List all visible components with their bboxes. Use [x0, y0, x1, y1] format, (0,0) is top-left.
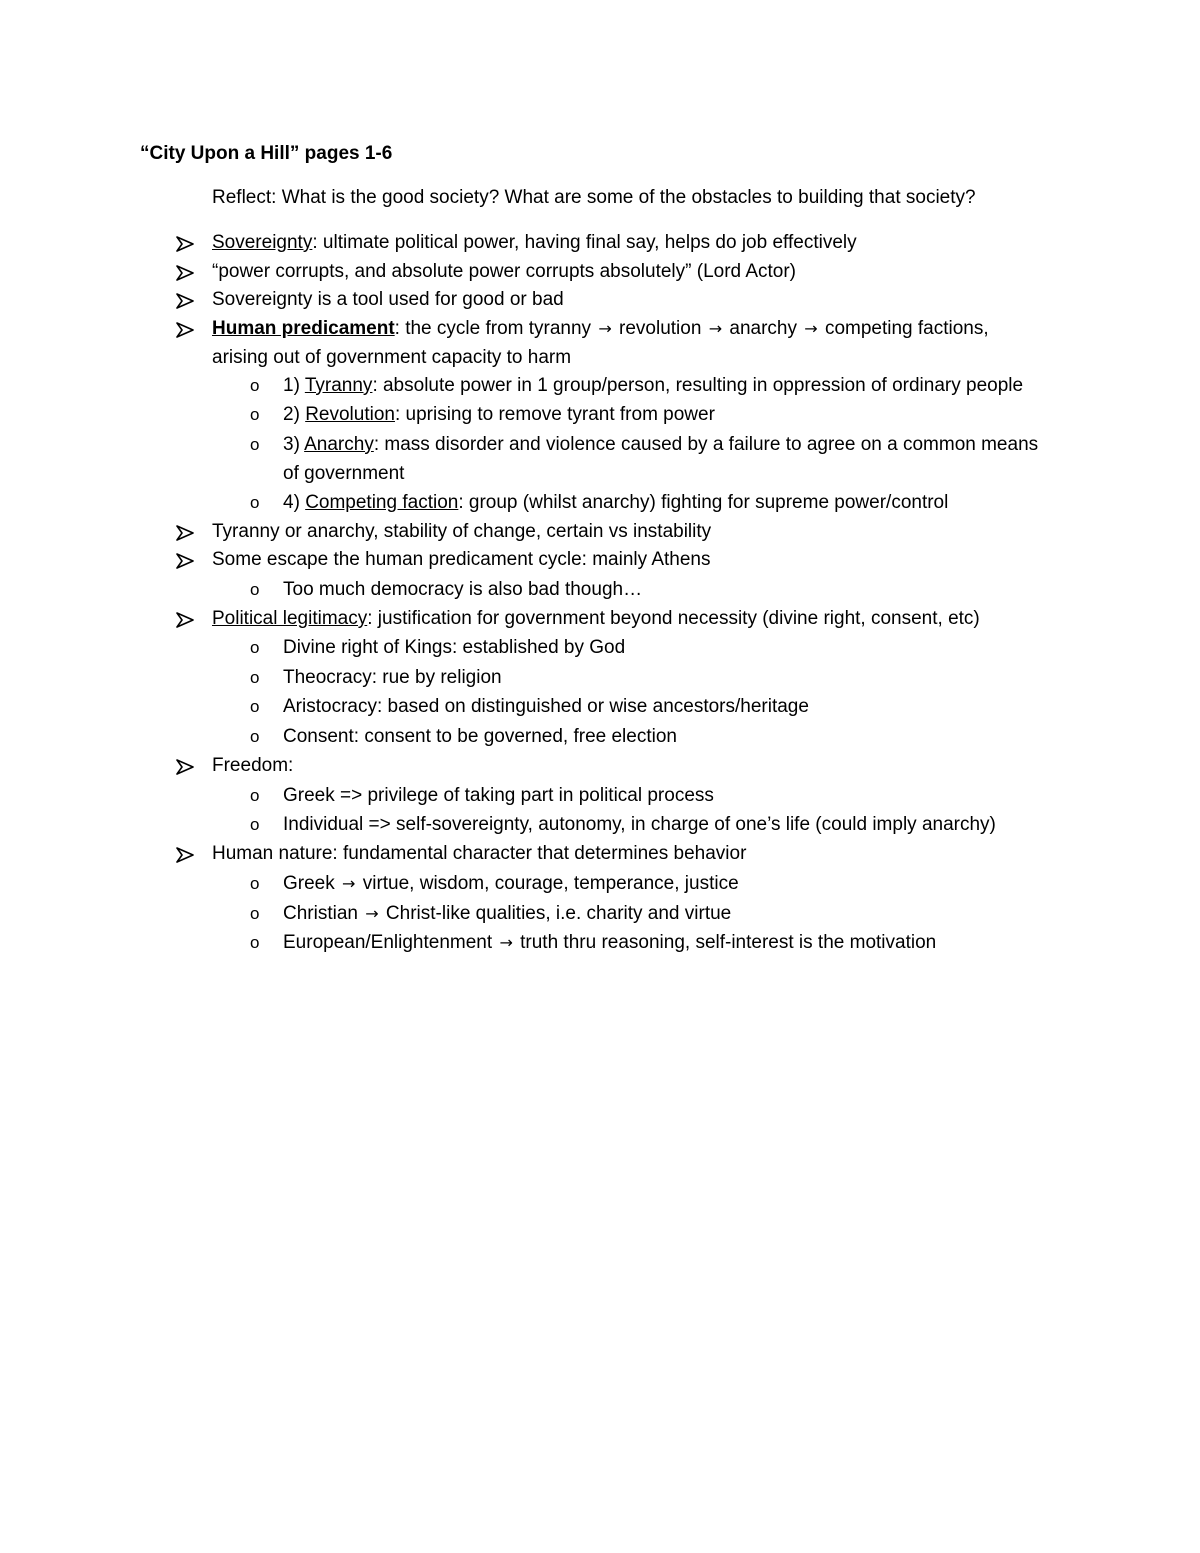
- arrow-right-icon: →: [598, 319, 612, 338]
- list-item: Political legitimacy: justification for government beyond necessity (divine right, consent, etc): [212, 608, 980, 629]
- sub-list-item: Divine right of Kings: established by God: [283, 637, 626, 658]
- arrowhead-bullet-icon: [176, 759, 194, 775]
- circle-bullet-icon: o: [250, 580, 260, 599]
- sub-list-item: Consent: consent to be governed, free election: [283, 726, 677, 747]
- arrowhead-bullet-icon: [176, 847, 194, 863]
- circle-bullet-icon: o: [250, 493, 260, 512]
- term-anarchy: Anarchy: [304, 434, 374, 455]
- circle-bullet-icon: o: [250, 638, 260, 657]
- list-item: Human nature: fundamental character that determines behavior: [212, 843, 747, 864]
- circle-bullet-icon: o: [250, 727, 260, 746]
- arrowhead-bullet-icon: [176, 322, 194, 338]
- arrowhead-bullet-icon: [176, 265, 194, 281]
- circle-bullet-icon: o: [250, 376, 260, 395]
- arrow-right-icon: →: [499, 933, 513, 952]
- sub-list-item: Greek → virtue, wisdom, courage, temperance, justice: [283, 871, 739, 897]
- sub-list-item: Aristocracy: based on distinguished or wise ancestors/heritage: [283, 696, 809, 717]
- arrow-right-icon: →: [708, 319, 723, 338]
- list-item: Freedom:: [212, 755, 294, 776]
- sub-list-item: Theocracy: rue by religion: [283, 667, 502, 688]
- arrowhead-bullet-icon: [176, 525, 194, 541]
- list-item: “power corrupts, and absolute power corrupts absolutely” (Lord Actor): [212, 261, 796, 282]
- arrow-right-icon: →: [365, 904, 379, 923]
- term-human-predicament: Human predicament: [212, 318, 395, 339]
- sub-list-item: 4) Competing faction: group (whilst anarchy) fighting for supreme power/control: [283, 492, 949, 513]
- sub-list-item: 2) Revolution: uprising to remove tyrant from power: [283, 404, 715, 425]
- arrowhead-bullet-icon: [176, 293, 194, 309]
- arrowhead-bullet-icon: [176, 553, 194, 569]
- list-item: Sovereignty: ultimate political power, having final say, helps do job effectively: [212, 232, 857, 253]
- sub-list-item: 3) Anarchy: mass disorder and violence caused by a failure to agree on a common means: [283, 434, 1039, 455]
- list-item: Sovereignty is a tool used for good or bad: [212, 289, 564, 310]
- circle-bullet-icon: o: [250, 786, 260, 805]
- sub-list-item: Individual => self-sovereignty, autonomy, in charge of one’s life (could imply anarchy): [283, 814, 996, 835]
- sub-list-item-continuation: of government: [283, 463, 405, 484]
- reflect-prompt: Reflect: What is the good society? What are some of the obstacles to building that society?: [212, 187, 976, 208]
- arrow-right-icon: →: [804, 319, 818, 338]
- sub-list-item: Too much democracy is also bad though…: [283, 579, 643, 600]
- circle-bullet-icon: o: [250, 933, 260, 952]
- arrowhead-bullet-icon: [176, 236, 194, 252]
- term-competing-faction: Competing faction: [305, 492, 459, 513]
- term-sovereignty: Sovereignty: [212, 232, 313, 253]
- sub-list-item: European/Enlightenment → truth thru reasoning, self-interest is the motivation: [283, 930, 936, 956]
- list-item: Some escape the human predicament cycle: mainly Athens: [212, 549, 711, 570]
- list-item: Tyranny or anarchy, stability of change, certain vs instability: [212, 521, 712, 542]
- sub-list-item: 1) Tyranny: absolute power in 1 group/person, resulting in oppression of ordinary people: [283, 375, 1024, 396]
- circle-bullet-icon: o: [250, 405, 260, 424]
- circle-bullet-icon: o: [250, 697, 260, 716]
- list-item: Human predicament: the cycle from tyranny → revolution → anarchy → competing factions,: [212, 316, 989, 342]
- circle-bullet-icon: o: [250, 668, 260, 687]
- circle-bullet-icon: o: [250, 904, 260, 923]
- arrowhead-bullet-icon: [176, 612, 194, 628]
- circle-bullet-icon: o: [250, 435, 260, 454]
- list-item-continuation: arising out of government capacity to harm: [212, 347, 572, 368]
- circle-bullet-icon: o: [250, 815, 260, 834]
- sub-list-item: Greek => privilege of taking part in political process: [283, 785, 714, 806]
- term-revolution: Revolution: [305, 404, 395, 425]
- sub-list-item: Christian → Christ-like qualities, i.e. charity and virtue: [283, 901, 731, 927]
- circle-bullet-icon: o: [250, 874, 260, 893]
- page-title: “City Upon a Hill” pages 1-6: [140, 143, 393, 164]
- term-political-legitimacy: Political legitimacy: [212, 608, 368, 629]
- term-tyranny: Tyranny: [304, 375, 373, 396]
- arrow-right-icon: →: [342, 874, 356, 893]
